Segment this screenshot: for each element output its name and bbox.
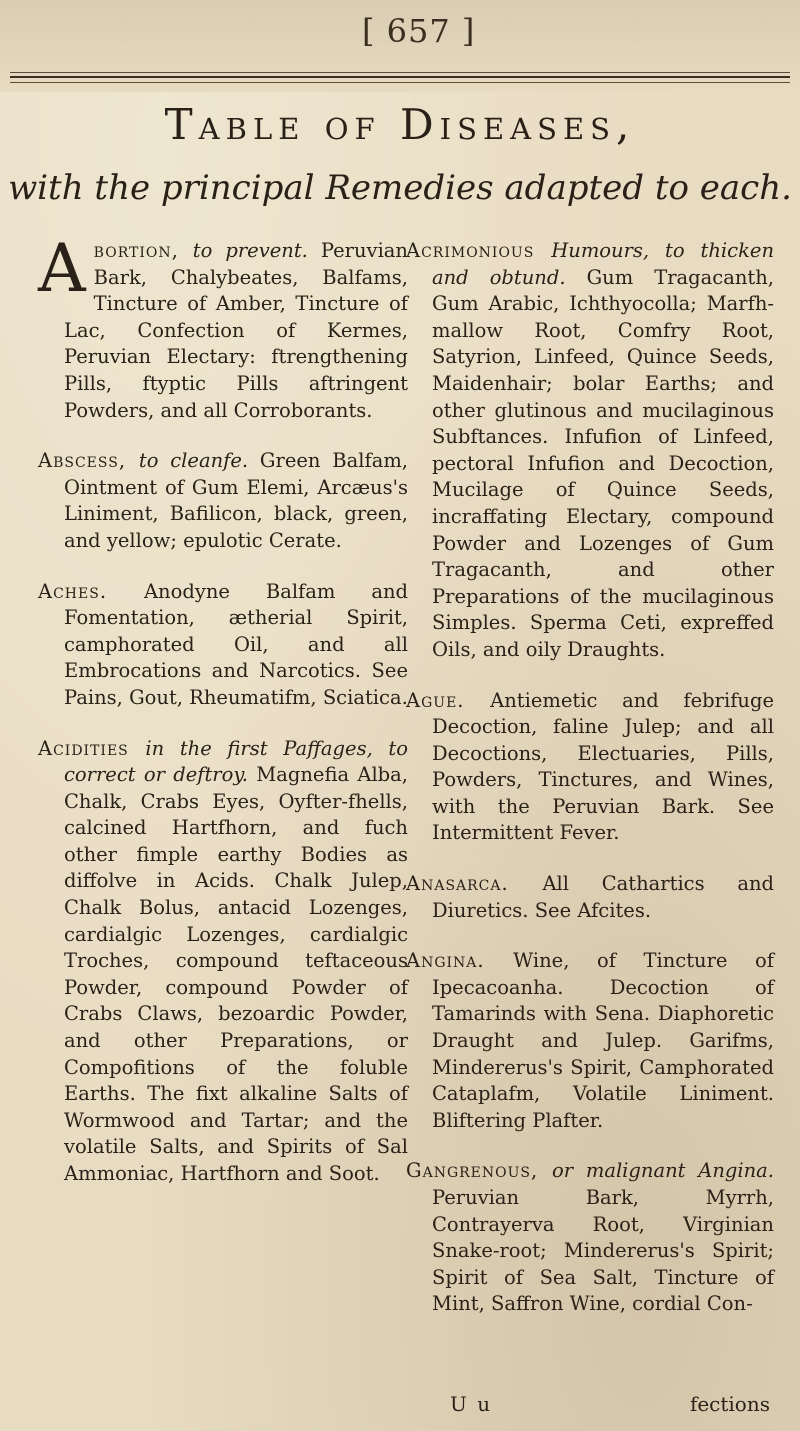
header-rule-middle bbox=[10, 76, 790, 78]
entry-remedies: All Cathartics and Diuretics. See Afcites. bbox=[432, 872, 774, 922]
entry-note: Humours, to thicken and obtund. bbox=[432, 239, 774, 289]
entry-angina bbox=[406, 948, 774, 1134]
entry-note: to prevent. bbox=[192, 239, 321, 262]
entry-head: Gangrenous, bbox=[406, 1159, 552, 1183]
signature-mark: U u bbox=[450, 1392, 493, 1416]
entry-head: Acrimonious bbox=[406, 239, 552, 262]
entry-ague bbox=[406, 688, 774, 848]
entry-remedies: Gum Tragacanth, Gum Arabic, Ichthyocolla; Marfh-mallow Root, Comfry Root, Satyrion, Linfeed, Quince Seeds, Maidenhair; bolar Earths; and other glutinous and mucilaginous Subftances. Infufion of Linfeed, pectoral Infufion and Decoction, Mucilage of Quince Seeds, incraffating Electary, compound Powder and Lozenges of Gum Tragacanth, and other Preparations of the mucilaginous Simples. Sperma Ceti, expreffed Oils, and oily Draughts. bbox=[432, 265, 774, 661]
entry-remedies: Peruvian Bark, Chalybeates, Balfams, Tincture of Amber, Tincture of Lac, Confection of Kermes, Peruvian Electary: ftrengthening Pills, ftyptic Pills aftringent Powders, and all Corroborants. bbox=[64, 239, 408, 422]
header-rule-bottom bbox=[10, 82, 790, 83]
entry-acrimonious-humours bbox=[406, 238, 774, 664]
entry-head: Aches. bbox=[38, 579, 144, 603]
entry-gangrenous-angina bbox=[406, 1158, 774, 1318]
entry-remedies: Anodyne Balfam and Fomentation, ætherial Spirit, camphorated Oil, and all Embrocations and Narcotics. See Pains, Gout, Rheumatifm, Sciatica. bbox=[64, 579, 408, 709]
entry-head: Anasarca. bbox=[406, 872, 543, 896]
entry-anasarca bbox=[406, 871, 774, 924]
entry-head: Angina. bbox=[406, 949, 514, 973]
entry-note: in the first Paffages, to correct or deftroy. bbox=[64, 736, 408, 787]
entry-remedies: Magnefia Alba, Chalk, Crabs Eyes, Oyfter-fhells, calcined Hartfhorn, and fuch other fimple earthy Bodies as diffolve in Acids. Chalk Julep, Chalk Bolus, antacid Lozenges, cardialgic Lozenges, cardialgic Troches, compound teftaceous Powder, compound Powder of Crabs Claws, bezoardic Powder, and other Preparations, or Compofitions of the foluble Earths. The fixt alkaline Salts of Wormwood and Tartar; and the volatile Salts, and Spirits of Sal Ammoniac, Hartfhorn and Soot. bbox=[64, 763, 408, 1185]
page-number: [ 657 ] bbox=[362, 12, 476, 50]
entry-head: Acidities bbox=[38, 736, 146, 760]
header-rule-top bbox=[10, 72, 790, 73]
entry-note: or malignant Angina. bbox=[551, 1159, 774, 1183]
page-subtitle: with the principal Remedies adapted to each. bbox=[8, 168, 792, 208]
left-column bbox=[38, 230, 409, 1212]
entry-aches bbox=[38, 579, 408, 712]
entry-remedies: Peruvian Bark, Myrrh, Contrayerva Root, Virginian Snake-root; Mindererus's Spirit; Spirit of Sea Salt, Tincture of Mint, Saffron Wine, cordial Con- bbox=[432, 1186, 774, 1316]
entry-abortion bbox=[38, 230, 408, 424]
entry-acidities bbox=[38, 736, 408, 1188]
entry-head: Abscess, bbox=[38, 449, 139, 473]
entry-remedies: Wine, of Tincture of Ipecacoanha. Decoction of Tamarinds with Sena. Diaphoretic Draught and Julep. Garifms, Mindererus's Spirit, Camphorated Cataplafm, Volatile Liniment. Bliftering Plafter. bbox=[432, 949, 774, 1132]
entry-head: Ague. bbox=[406, 688, 491, 712]
entry-remedies: Green Balfam, Ointment of Gum Elemi, Arcæus's Liniment, Bafilicon, black, green, and yellow; epulotic Cerate. bbox=[64, 449, 409, 552]
right-column bbox=[406, 238, 774, 1342]
page-title: Table of Diseases, bbox=[164, 100, 636, 149]
entry-abscess bbox=[38, 448, 408, 554]
entry-head: bortion, bbox=[93, 239, 193, 262]
entry-note: to cleanfe. bbox=[138, 449, 260, 473]
catchword: fections bbox=[689, 1392, 770, 1416]
drop-cap: A bbox=[38, 230, 86, 307]
entry-remedies: Antiemetic and febrifuge Decoction, faline Julep; and all Decoctions, Electuaries, Pills, Powders, Tinctures, and Wines, with the Peruvian Bark. See Intermittent Fever. bbox=[432, 688, 774, 845]
